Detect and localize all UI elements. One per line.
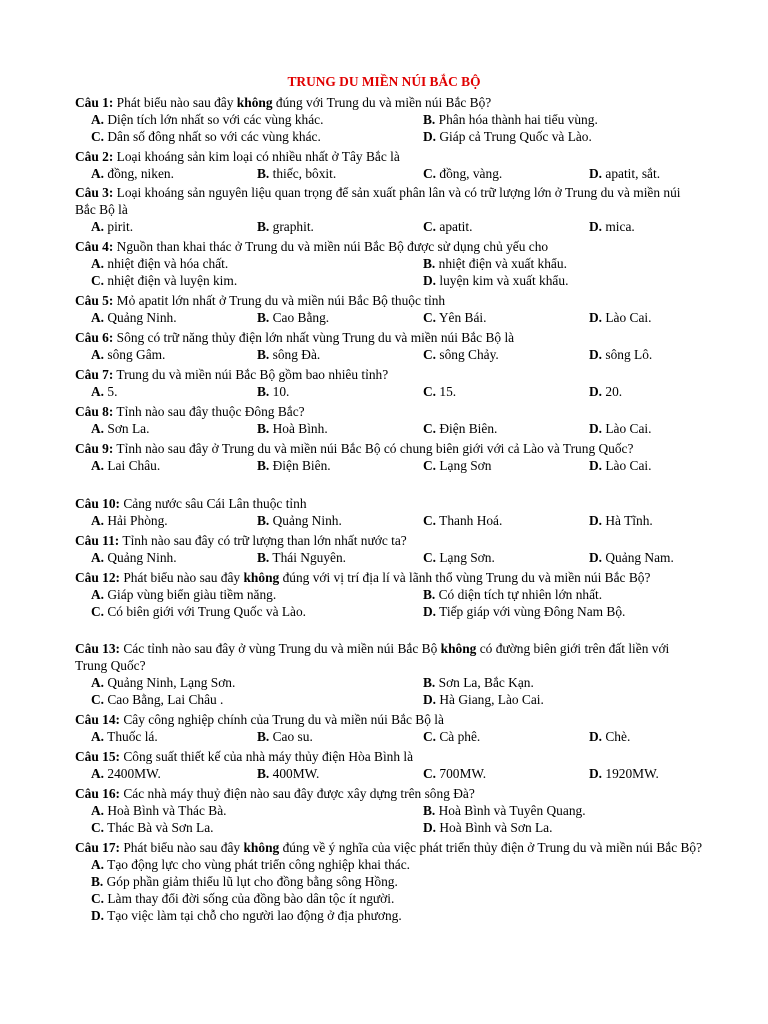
option-c[interactable] (423, 346, 499, 363)
option-letter: C. (91, 891, 105, 906)
option-c[interactable] (423, 765, 486, 782)
option-letter: C. (423, 458, 437, 473)
option-text: Quảng Ninh. (269, 513, 342, 528)
option-text: Tạo việc làm tại chỗ cho người lao động ở địa phương. (104, 908, 402, 923)
option-d[interactable] (589, 457, 652, 474)
option-b[interactable] (257, 165, 336, 182)
option-text: sông Lô. (602, 347, 653, 362)
page-title: TRUNG DU MIỀN NÚI BẮC BỘ (287, 74, 481, 89)
option-b[interactable] (257, 383, 289, 400)
option-text: Quảng Nam. (602, 550, 674, 565)
option-letter: C. (423, 421, 437, 436)
option-a[interactable] (91, 255, 228, 272)
option-a[interactable] (91, 549, 177, 566)
answer-options (75, 383, 703, 400)
option-text: Hoà Bình và Sơn La. (436, 820, 553, 835)
option-c[interactable] (423, 420, 497, 437)
option-letter: C. (423, 766, 437, 781)
question-text: Sông có trữ năng thủy điện lớn nhất vùng Trung du và miền núi Bắc Bộ là (113, 330, 515, 345)
option-letter: A. (91, 857, 105, 872)
question-text: Cây công nghiệp chính của Trung du và miền núi Bắc Bộ là (120, 712, 444, 727)
option-b[interactable] (257, 346, 320, 363)
answer-options (75, 765, 703, 782)
option-c[interactable] (423, 309, 486, 326)
option-letter: D. (423, 604, 437, 619)
option-text: nhiệt điện và luyện kim. (104, 273, 238, 288)
question-text: Nguồn than khai thác ở Trung du và miền núi Bắc Bộ được sử dụng chủ yếu cho (113, 239, 549, 254)
option-letter: D. (589, 347, 603, 362)
option-text: Sơn La, Bắc Kạn. (435, 675, 534, 690)
option-a[interactable] (91, 512, 168, 529)
option-text: Quảng Ninh. (104, 310, 177, 325)
option-d[interactable] (423, 691, 544, 708)
option-text: 700MW. (436, 766, 487, 781)
option-b[interactable] (257, 765, 319, 782)
option-text: Phân hóa thành hai tiểu vùng. (435, 112, 598, 127)
question-text-tail: đúng về ý nghĩa của việc phát triển thủy điện ở Trung du và miền núi Bắc Bộ? (279, 840, 703, 855)
question-label: Câu 13: (75, 641, 121, 656)
option-c[interactable] (423, 728, 480, 745)
question-text: Loại khoáng sản nguyên liệu quan trọng để sản xuất phân lân và có trữ lượng lớn ở Trung du và miền núi Bắc Bộ là (75, 185, 681, 217)
question-text-tail: đúng với vị trí địa lí và lãnh thổ vùng Trung du và miền núi Bắc Bộ? (279, 570, 651, 585)
question-stem (75, 440, 703, 457)
option-letter: D. (589, 550, 603, 565)
question-label: Câu 12: (75, 570, 121, 585)
option-letter: C. (91, 692, 105, 707)
question-label: Câu 14: (75, 712, 121, 727)
option-text: nhiệt điện và xuất khẩu. (435, 256, 567, 271)
question-5 (75, 292, 703, 326)
option-c[interactable] (423, 549, 495, 566)
option-text: sông Gâm. (104, 347, 166, 362)
option-letter: D. (589, 458, 603, 473)
option-b[interactable] (423, 586, 602, 603)
question-13 (75, 640, 703, 708)
option-c[interactable] (91, 128, 321, 145)
option-letter: A. (91, 458, 105, 473)
option-d[interactable] (423, 272, 568, 289)
option-b[interactable] (257, 457, 331, 474)
question-stem (75, 292, 703, 309)
option-text: 400MW. (269, 766, 320, 781)
option-letter: D. (589, 219, 603, 234)
option-letter: C. (423, 513, 437, 528)
option-letter: A. (91, 310, 105, 325)
answer-options (75, 549, 703, 566)
question-emphasis: không (243, 840, 280, 855)
option-c[interactable] (423, 457, 491, 474)
option-letter: B. (257, 513, 270, 528)
option-c[interactable] (423, 165, 502, 182)
answer-options (75, 457, 703, 474)
option-text: Thanh Hoá. (436, 513, 503, 528)
option-letter: C. (423, 550, 437, 565)
option-b[interactable] (257, 549, 346, 566)
option-letter: B. (423, 587, 436, 602)
option-text: Lào Cai. (602, 310, 652, 325)
option-text: Lai Châu. (104, 458, 161, 473)
option-text: Cao Bằng. (269, 310, 330, 325)
option-letter: A. (91, 766, 105, 781)
option-letter: B. (423, 256, 436, 271)
option-c[interactable] (91, 890, 394, 907)
option-b[interactable] (423, 255, 567, 272)
question-14 (75, 711, 703, 745)
option-letter: D. (423, 820, 437, 835)
option-c[interactable] (91, 819, 214, 836)
option-text: graphit. (269, 219, 314, 234)
option-letter: C. (423, 384, 437, 399)
option-letter: A. (91, 384, 105, 399)
answer-options (75, 420, 703, 437)
option-text: mica. (602, 219, 635, 234)
option-text: Thác Bà và Sơn La. (104, 820, 214, 835)
option-letter: C. (423, 166, 437, 181)
option-text: 1920MW. (602, 766, 659, 781)
option-d[interactable] (423, 603, 625, 620)
question-15 (75, 748, 703, 782)
answer-options (75, 512, 703, 529)
option-d[interactable] (589, 383, 622, 400)
question-stem (75, 148, 703, 165)
option-text: Tiếp giáp với vùng Đông Nam Bộ. (436, 604, 626, 619)
question-stem (75, 94, 703, 111)
question-stem (75, 366, 703, 383)
option-d[interactable] (589, 549, 674, 566)
question-text-tail: có đường biên giới trên đất liền với Trung Quốc? (75, 641, 670, 673)
question-label: Câu 1: (75, 95, 114, 110)
option-text: Sơn La. (104, 421, 150, 436)
option-d[interactable] (423, 128, 592, 145)
option-d[interactable] (423, 819, 552, 836)
question-stem (75, 495, 703, 512)
answer-options (75, 255, 703, 289)
option-text: Lạng Sơn. (436, 550, 495, 565)
question-11 (75, 532, 703, 566)
option-text: Hoà Bình và Thác Bà. (104, 803, 227, 818)
question-text: Phát biểu nào sau đây (120, 840, 244, 855)
option-letter: C. (423, 347, 437, 362)
question-9 (75, 440, 703, 474)
option-letter: B. (257, 550, 270, 565)
option-letter: D. (91, 908, 105, 923)
question-6 (75, 329, 703, 363)
option-text: Lào Cai. (602, 458, 652, 473)
option-letter: B. (257, 458, 270, 473)
option-text: Hà Tĩnh. (602, 513, 653, 528)
option-letter: A. (91, 513, 105, 528)
option-text: Lào Cai. (602, 421, 652, 436)
question-stem (75, 403, 703, 420)
option-d[interactable] (589, 512, 653, 529)
option-d[interactable] (589, 165, 660, 182)
answer-options (75, 674, 703, 708)
option-a[interactable] (91, 165, 174, 182)
option-b[interactable] (91, 873, 398, 890)
answer-options (75, 309, 703, 326)
question-emphasis: không (440, 641, 477, 656)
option-letter: B. (257, 166, 270, 181)
option-letter: D. (589, 310, 603, 325)
question-text: Cảng nước sâu Cái Lân thuộc tỉnh (120, 496, 307, 511)
option-b[interactable] (257, 512, 342, 529)
question-label: Câu 2: (75, 149, 114, 164)
question-text: Tỉnh nào sau đây ở Trung du và miền núi Bắc Bộ có chung biên giới với cả Lào và Trung Quốc? (113, 441, 634, 456)
answer-options (75, 586, 703, 620)
option-letter: A. (91, 675, 105, 690)
question-label: Câu 5: (75, 293, 114, 308)
question-emphasis: không (243, 570, 280, 585)
option-letter: B. (257, 310, 270, 325)
option-letter: A. (91, 219, 105, 234)
option-text: Diện tích lớn nhất so với các vùng khác. (104, 112, 324, 127)
option-text: đồng, niken. (104, 166, 174, 181)
question-10 (75, 495, 703, 529)
question-stem (75, 238, 703, 255)
option-text: sông Chảy. (436, 347, 499, 362)
option-a[interactable] (91, 765, 161, 782)
option-d[interactable] (589, 218, 635, 235)
option-letter: D. (423, 273, 437, 288)
option-text: Yên Bái. (436, 310, 487, 325)
question-stem (75, 748, 703, 765)
option-text: Có diện tích tự nhiên lớn nhất. (435, 587, 603, 602)
option-text: Cao Bằng, Lai Châu . (104, 692, 224, 707)
option-b[interactable] (257, 309, 329, 326)
option-a[interactable] (91, 309, 177, 326)
answer-options (75, 728, 703, 745)
option-c[interactable] (91, 603, 306, 620)
option-letter: A. (91, 166, 105, 181)
question-label: Câu 9: (75, 441, 114, 456)
option-letter: B. (257, 766, 270, 781)
question-stem (75, 532, 703, 549)
option-text: Có biên giới với Trung Quốc và Lào. (104, 604, 307, 619)
question-label: Câu 7: (75, 367, 114, 382)
option-text: Cà phê. (436, 729, 481, 744)
option-text: apatit, sắt. (602, 166, 661, 181)
option-text: đồng, vàng. (436, 166, 503, 181)
option-a[interactable] (91, 218, 133, 235)
question-label: Câu 17: (75, 840, 121, 855)
question-12 (75, 569, 703, 620)
question-label: Câu 3: (75, 185, 114, 200)
option-a[interactable] (91, 802, 227, 819)
answer-options (75, 165, 703, 182)
option-letter: B. (423, 675, 436, 690)
option-letter: D. (589, 729, 603, 744)
answer-options (75, 218, 703, 235)
option-d[interactable] (589, 420, 652, 437)
option-letter: A. (91, 347, 105, 362)
question-text: Các tỉnh nào sau đây ở vùng Trung du và miền núi Bắc Bộ (120, 641, 441, 656)
option-text: Quảng Ninh, Lạng Sơn. (104, 675, 236, 690)
option-letter: B. (91, 874, 104, 889)
option-d[interactable] (589, 346, 652, 363)
option-text: Hoà Bình. (269, 421, 328, 436)
option-text: Hà Giang, Lào Cai. (436, 692, 544, 707)
option-text: pirit. (104, 219, 134, 234)
option-b[interactable] (257, 728, 313, 745)
option-text: Điện Biên. (436, 421, 498, 436)
question-stem (75, 711, 703, 728)
question-stem (75, 640, 703, 674)
option-letter: D. (589, 384, 603, 399)
option-letter: B. (257, 729, 270, 744)
option-text: 20. (602, 384, 623, 399)
question-16 (75, 785, 703, 836)
question-text: Tỉnh nào sau đây thuộc Đông Bắc? (113, 404, 305, 419)
answer-options (75, 346, 703, 363)
answer-options (75, 111, 703, 145)
option-c[interactable] (423, 512, 502, 529)
option-letter: D. (589, 421, 603, 436)
option-d[interactable] (91, 907, 402, 924)
question-stem (75, 839, 703, 856)
option-a[interactable] (91, 856, 410, 873)
question-stem (75, 329, 703, 346)
option-b[interactable] (257, 218, 314, 235)
question-2 (75, 148, 703, 182)
option-a[interactable] (91, 728, 158, 745)
question-7 (75, 366, 703, 400)
option-b[interactable] (423, 674, 534, 691)
option-text: 2400MW. (104, 766, 161, 781)
option-letter: D. (423, 692, 437, 707)
option-text: Điện Biên. (269, 458, 331, 473)
option-text: luyện kim và xuất khẩu. (436, 273, 569, 288)
option-text: thiếc, bôxit. (269, 166, 337, 181)
question-stem (75, 785, 703, 802)
question-emphasis: không (236, 95, 273, 110)
question-8 (75, 403, 703, 437)
option-b[interactable] (423, 802, 586, 819)
question-stem (75, 569, 703, 586)
option-a[interactable] (91, 457, 160, 474)
option-text: 15. (436, 384, 457, 399)
option-letter: A. (91, 729, 105, 744)
question-label: Câu 11: (75, 533, 120, 548)
answer-options (75, 856, 703, 924)
option-letter: D. (589, 166, 603, 181)
question-text: Trung du và miền núi Bắc Bộ gồm bao nhiêu tỉnh? (113, 367, 389, 382)
option-letter: B. (423, 112, 436, 127)
question-text: Công suất thiết kế của nhà máy thủy điện Hòa Bình là (120, 749, 414, 764)
option-text: Dân số đông nhất so với các vùng khác. (104, 129, 321, 144)
option-letter: A. (91, 421, 105, 436)
option-text: Làm thay đổi đời sống của đồng bào dân tộc ít người. (104, 891, 395, 906)
option-text: Giáp vùng biển giàu tiềm năng. (104, 587, 277, 602)
option-letter: B. (257, 219, 270, 234)
option-text: Thái Nguyên. (269, 550, 347, 565)
question-4 (75, 238, 703, 289)
option-letter: D. (423, 129, 437, 144)
question-label: Câu 4: (75, 239, 114, 254)
option-text: sông Đà. (269, 347, 321, 362)
option-text: Hải Phòng. (104, 513, 168, 528)
option-text: nhiệt điện và hóa chất. (104, 256, 229, 271)
option-c[interactable] (91, 691, 223, 708)
option-text: apatit. (436, 219, 473, 234)
option-text: Thuốc lá. (104, 729, 158, 744)
option-text: Giáp cả Trung Quốc và Lào. (436, 129, 592, 144)
option-a[interactable] (91, 111, 323, 128)
option-c[interactable] (423, 383, 456, 400)
option-a[interactable] (91, 420, 149, 437)
option-letter: C. (423, 729, 437, 744)
question-text-tail: đúng với Trung du và miền núi Bắc Bộ? (272, 95, 492, 110)
question-text: Phát biểu nào sau đây (113, 95, 237, 110)
option-letter: B. (257, 421, 270, 436)
option-letter: D. (589, 766, 603, 781)
option-letter: C. (91, 129, 105, 144)
option-letter: A. (91, 550, 105, 565)
option-c[interactable] (91, 272, 237, 289)
option-text: 10. (269, 384, 290, 399)
question-text: Mỏ apatit lớn nhất ở Trung du và miền núi Bắc Bộ thuộc tỉnh (113, 293, 446, 308)
option-a[interactable] (91, 346, 165, 363)
option-a[interactable] (91, 674, 235, 691)
option-letter: B. (423, 803, 436, 818)
option-letter: B. (257, 384, 270, 399)
answer-options (75, 802, 703, 836)
question-text: Loại khoáng sản kim loại có nhiều nhất ở Tây Bắc là (113, 149, 400, 164)
question-text: Phát biểu nào sau đây (120, 570, 244, 585)
option-text: Tạo động lực cho vùng phát triển công nghiệp khai thác. (104, 857, 411, 872)
option-d[interactable] (589, 309, 652, 326)
option-b[interactable] (257, 420, 328, 437)
option-text: Lạng Sơn (436, 458, 492, 473)
question-text: Tỉnh nào sau đây có trữ lượng than lớn nhất nước ta? (119, 533, 407, 548)
question-label: Câu 10: (75, 496, 121, 511)
option-letter: A. (91, 256, 105, 271)
question-label: Câu 6: (75, 330, 114, 345)
question-text: Các nhà máy thuỷ điện nào sau đây được xây dựng trên sông Đà? (120, 786, 475, 801)
question-1 (75, 94, 703, 145)
question-stem (75, 184, 703, 218)
option-b[interactable] (423, 111, 598, 128)
option-text: Chè. (602, 729, 631, 744)
option-text: Hoà Bình và Tuyên Quang. (435, 803, 586, 818)
option-letter: C. (423, 310, 437, 325)
option-a[interactable] (91, 586, 276, 603)
option-a[interactable] (91, 383, 117, 400)
question-label: Câu 8: (75, 404, 114, 419)
option-letter: C. (423, 219, 437, 234)
option-d[interactable] (589, 765, 659, 782)
option-letter: C. (91, 604, 105, 619)
option-letter: C. (91, 820, 105, 835)
option-text: Cao su. (269, 729, 313, 744)
option-d[interactable] (589, 728, 630, 745)
option-letter: A. (91, 803, 105, 818)
option-letter: A. (91, 587, 105, 602)
question-label: Câu 16: (75, 786, 121, 801)
option-letter: D. (589, 513, 603, 528)
option-letter: A. (91, 112, 105, 127)
option-text: 5. (104, 384, 118, 399)
option-letter: C. (91, 273, 105, 288)
option-c[interactable] (423, 218, 472, 235)
option-letter: B. (257, 347, 270, 362)
option-text: Góp phần giảm thiểu lũ lụt cho đồng bằng sông Hồng. (103, 874, 398, 889)
question-3 (75, 184, 703, 235)
question-label: Câu 15: (75, 749, 121, 764)
option-text: Quảng Ninh. (104, 550, 177, 565)
question-17 (75, 839, 703, 924)
